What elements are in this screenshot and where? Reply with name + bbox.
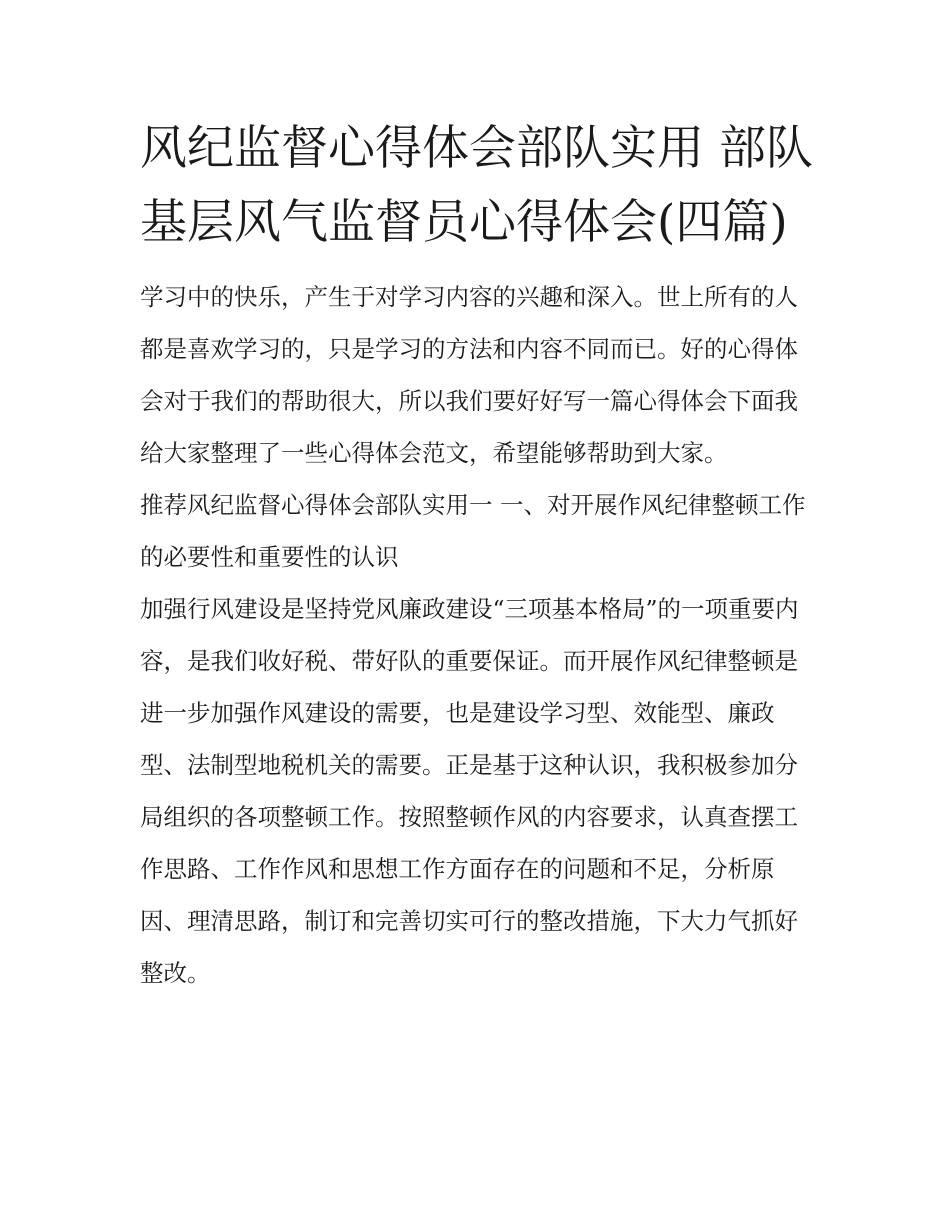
section-heading-paragraph: 推荐风纪监督心得体会部队实用一 一、对开展作风纪律整顿工作的必要性和重要性的认识 (140, 491, 806, 571)
intro-paragraph: 学习中的快乐，产生于对学习内容的兴趣和深入。世上所有的人都是喜欢学习的，只是学习的方法和内容不同而已。好的心得体会对于我们的帮助很大，所以我们要好好写一篇心得体会下面我给大家整理了一些心得体会范文，希望能够帮助到大家。 (140, 283, 798, 467)
document-page (140, 112, 815, 999)
document-title: 风纪监督心得体会部队实用 部队基层风气监督员心得体会(四篇) (140, 121, 813, 250)
body-paragraph: 加强行风建设是坚持党风廉政建设“三项基本格局”的一项重要内容，是我们收好税、带好队的重要保证。而开展作风纪律整顿是进一步加强作风建设的需要，也是建设学习型、效能型、廉政型、法制型地税机关的需要。正是基于这种认识，我积极参加分局组织的各项整顿工作。按照整顿作风的内容要求，认真查摆工作思路、工作作风和思想工作方面存在的问题和不足，分析原因、理清思路，制订和完善切实可行的整改措施，下大力气抓好整改。 (140, 595, 799, 987)
